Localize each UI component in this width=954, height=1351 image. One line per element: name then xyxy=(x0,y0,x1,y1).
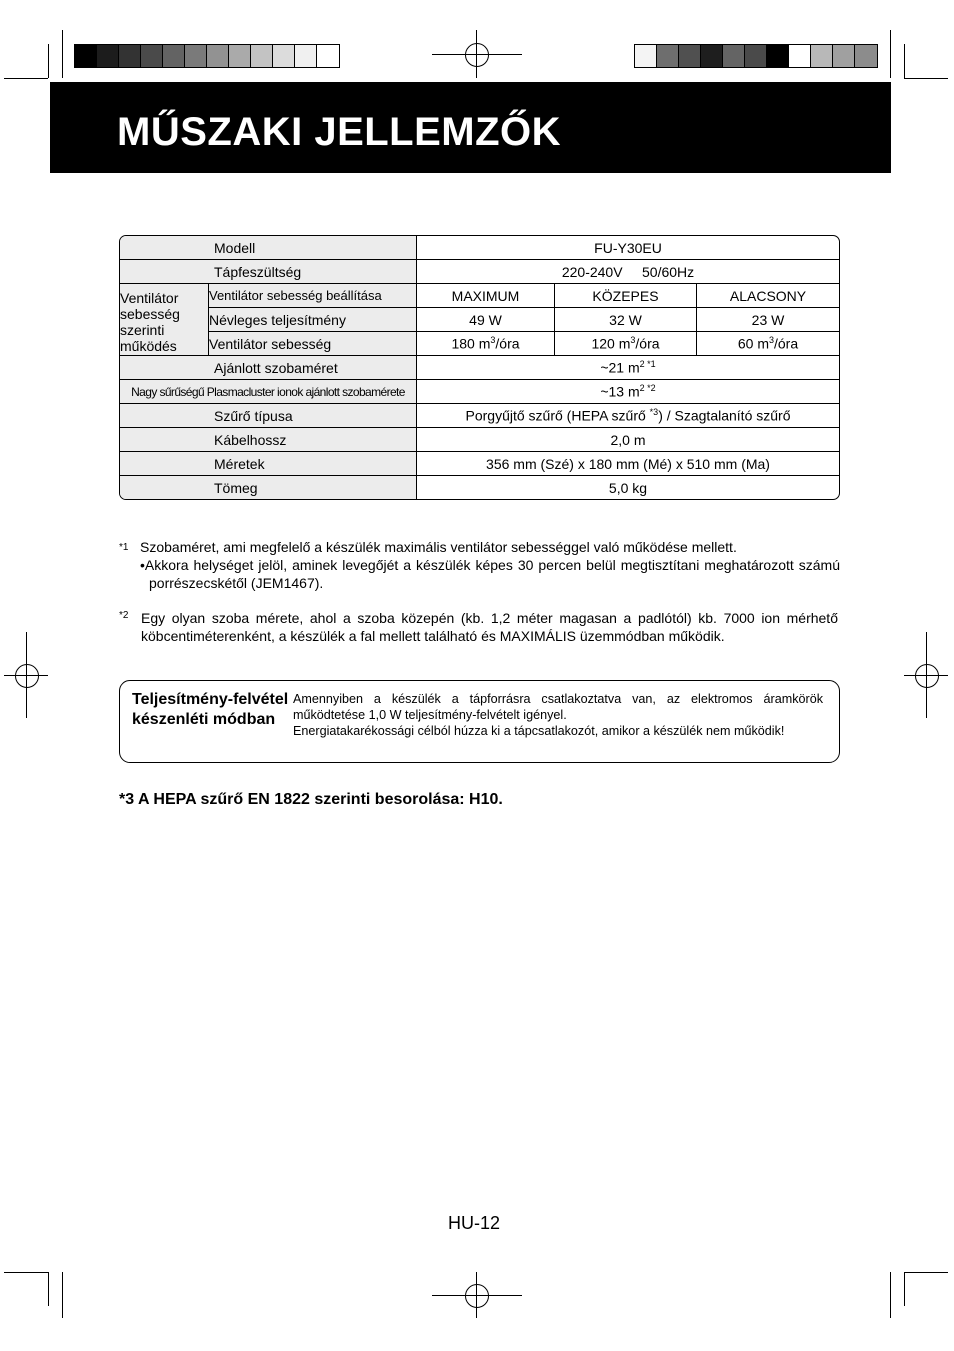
calibration-swatch xyxy=(75,45,97,67)
cable-length-value: 2,0 m xyxy=(417,428,839,452)
filter-type-cell xyxy=(417,404,839,428)
table-row xyxy=(120,356,839,380)
calibration-swatch xyxy=(723,45,745,67)
plasmacluster-room-value: ~13 m xyxy=(600,383,640,400)
unit-suffix: /óra xyxy=(495,335,520,352)
calibration-swatch xyxy=(679,45,701,67)
room-size-value: ~21 m xyxy=(600,359,640,376)
calibration-swatch xyxy=(657,45,679,67)
standby-text-2: Energiatakarékossági célból húzza ki a tápcsatlakozót, amikor a készülék nem működik! xyxy=(293,724,785,738)
calibration-swatch xyxy=(811,45,833,67)
table-row xyxy=(120,284,839,308)
calibration-swatch xyxy=(119,45,141,67)
footnote-1-text: Szobaméret, ami megfelelő a készülék maximális ventilátor sebességgel való működése mellett. xyxy=(140,539,737,555)
room-size-footnote: 2 *1 xyxy=(639,359,656,370)
table-row xyxy=(120,452,839,476)
weight-label: Tömeg xyxy=(120,476,417,499)
cable-length-label: Kábelhossz xyxy=(120,428,417,452)
calibration-swatch xyxy=(229,45,251,67)
calibration-swatch xyxy=(295,45,317,67)
unit-exponent: 3 xyxy=(768,335,774,346)
standby-heading: Teljesítmény-felvétel készenléti módban xyxy=(132,691,289,728)
rated-power-medium: 32 W xyxy=(555,308,697,332)
room-size-cell xyxy=(417,356,839,380)
unit-suffix: /óra xyxy=(635,335,660,352)
table-row xyxy=(120,404,839,428)
calibration-swatch xyxy=(317,45,339,67)
specification-table xyxy=(119,235,840,500)
page-title: MŰSZAKI JELLEMZŐK xyxy=(117,110,562,154)
dimensions-value: 356 mm (Szé) x 180 mm (Mé) x 510 mm (Ma) xyxy=(417,452,839,476)
footnote-1-detail-text: •Akkora helységet jelöl, aminek levegőjét a készülék képes 30 percen belül megtisztítani meghatározott számú porrészecskétől (JEM1467). xyxy=(140,557,840,591)
standby-text xyxy=(293,691,823,739)
standby-text-1: Amennyiben a készülék a tápforrásra csatlakoztatva van, az elektromos áramkörök működtetése 1,0 W teljesítmény-felvételt igényel. xyxy=(293,692,823,722)
table-row xyxy=(120,428,839,452)
unit-exponent: 3 xyxy=(490,335,496,346)
footnote-2-text: Egy olyan szoba mérete, ahol a szoba közepén (kb. 1,2 méter magasan a padlótól) kb. 7000 ion mérhető köbcentiméterenként, a készülék a fal mellett található és MAXIMÁLIS üzemmódban működik. xyxy=(141,610,838,644)
footnote-1-detail xyxy=(140,556,840,592)
color-calibration-bar-left xyxy=(74,44,340,68)
table-row xyxy=(120,308,839,332)
calibration-swatch xyxy=(855,45,877,67)
calibration-swatch xyxy=(141,45,163,67)
calibration-swatch xyxy=(251,45,273,67)
fan-speed-max-value: 180 m xyxy=(451,335,491,352)
plasmacluster-room-footnote: 2 *2 xyxy=(639,383,656,394)
fan-speed-low xyxy=(697,332,839,356)
page-number: HU-12 xyxy=(448,1213,501,1233)
calibration-swatch xyxy=(701,45,723,67)
fan-setting-medium: KÖZEPES xyxy=(555,284,697,308)
calibration-swatch xyxy=(789,45,811,67)
fan-setting-label: Ventilátor sebesség beállítása xyxy=(209,284,417,308)
table-row xyxy=(120,476,839,499)
rated-power-max: 49 W xyxy=(417,308,555,332)
calibration-swatch xyxy=(97,45,119,67)
model-label: Modell xyxy=(120,236,417,260)
calibration-swatch xyxy=(767,45,789,67)
filter-type-label: Szűrő típusa xyxy=(120,404,417,428)
fan-speed-label: Ventilátor sebesség xyxy=(209,332,417,356)
table-row xyxy=(120,380,839,404)
filter-type-value-a: Porgyűjtő szűrő (HEPA szűrő xyxy=(465,407,650,424)
table-row xyxy=(120,236,839,260)
unit-exponent: 3 xyxy=(630,335,636,346)
plasmacluster-room-label: Nagy sűrűségű Plasmacluster ionok ajánlott szobamérete xyxy=(120,380,417,404)
model-value: FU-Y30EU xyxy=(417,236,839,260)
power-supply-label: Tápfeszültség xyxy=(120,260,417,284)
calibration-swatch xyxy=(207,45,229,67)
room-size-label: Ajánlott szobaméret xyxy=(120,356,417,380)
title-band xyxy=(50,82,891,173)
fan-speed-medium-value: 120 m xyxy=(591,335,631,352)
table-row xyxy=(120,332,839,356)
fan-speed-low-value: 60 m xyxy=(737,335,769,352)
fan-speed-medium xyxy=(555,332,697,356)
standby-power-box xyxy=(119,680,840,763)
footnote-2-mark: *2 xyxy=(119,610,129,621)
footnote-1-mark: *1 xyxy=(119,542,129,553)
hepa-classification-note: *3 A HEPA szűrő EN 1822 szerinti besorolása: H10. xyxy=(119,791,503,808)
calibration-swatch xyxy=(745,45,767,67)
rated-power-low: 23 W xyxy=(697,308,839,332)
color-calibration-bar-right xyxy=(634,44,878,68)
plasmacluster-room-cell xyxy=(417,380,839,404)
unit-suffix: /óra xyxy=(774,335,799,352)
weight-value: 5,0 kg xyxy=(608,479,648,496)
filter-type-value-b: ) / Szagtalanító szűrő xyxy=(658,407,791,424)
rated-power-label: Névleges teljesítmény xyxy=(209,308,417,332)
filter-footnote: *3 xyxy=(649,407,659,418)
fan-speed-max xyxy=(417,332,555,356)
fan-setting-max: MAXIMUM xyxy=(417,284,555,308)
fan-group-label: Ventilátor sebesség szerinti működés xyxy=(120,284,209,356)
dimensions-label: Méretek xyxy=(120,452,417,476)
power-supply-value: 220-240V 50/60Hz xyxy=(417,260,839,284)
calibration-swatch xyxy=(833,45,855,67)
fan-setting-low: ALACSONY xyxy=(697,284,839,308)
calibration-swatch xyxy=(163,45,185,67)
calibration-swatch xyxy=(185,45,207,67)
calibration-swatch xyxy=(273,45,295,67)
calibration-swatch xyxy=(635,45,657,67)
table-row xyxy=(120,260,839,284)
